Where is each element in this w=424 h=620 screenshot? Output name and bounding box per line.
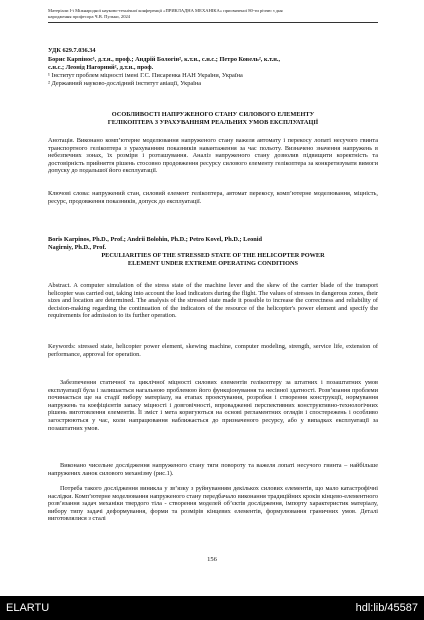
- conference-header: [48, 8, 378, 20]
- conference-header-line-1: Матеріали I-ї Міжнародної науково-технічної конференції «ПРИКЛАДНА МЕХАНІКА» присвяченої 80-ти річчю з дня: [48, 8, 283, 13]
- abstract-ua: Анотація. Виконано комп’ютерне моделювання напруженого стану важеля автомату і перекосу лопаті несучого гвинта транспортного гелікоптера з урахуванням показників навантаження за час польоту. Визначено значення напружень в небезпечних зонах, їх розміри і розташування. Аналіз напруженого стану дозволив підвищити коректність та достовірність прийняття рішень стосовно продовження ресурсу силового елементу гелікоптера за конкретизувати вимоги допуску до подальшої його експлуатації.: [48, 137, 378, 175]
- body-paragraph-3: Потреба такого дослідження виникла у зв’язку з руйнуванням декількох силових елементів, що мало катастрофічні наслідки. Комп’ютерне моделювання напруженого стану передбачало виконання традиційних кроків кінцево-елементного розв’язання задач механіки твердого тіла - створення моделей об’єктів дослідження, імпорту характеристик матеріалу, вибору типу задачі деформування, форми та розмірів кінцевих елементів, формулювання граничних умов. Деталі виготовлялися з сталі: [48, 485, 378, 523]
- title-ua-line-2: ГЕЛІКОПТЕРА З УРАХУВАННЯМ РЕАЛЬНИХ УМОВ ЕКСПЛУАТАЦІЇ: [107, 119, 319, 126]
- conference-header-line-2: народження професора Ч.В. Пульки, 2024: [48, 14, 131, 19]
- title-en-line-2: ELEMENT UNDER EXTREME OPERATING CONDITIONS: [127, 260, 299, 267]
- handle-identifier[interactable]: hdl:lib/45587: [355, 602, 418, 614]
- keywords-ua: Ключові слова: напружений стан, силовий елемент гелікоптера, автомат перекосу, комп’ютерне моделювання, міцність, ресурс, продовження показників, допуск до експлуатації.: [48, 190, 378, 205]
- body-paragraph-1: Забезпечення статичної та циклічної міцності силових елементів гелікоптеру за штатних і позаштатних умов експлуатації була і залишається нагальною проблемою його функціонування та несівної здатності. Розв’язання проблеми починається ще на стадії вибору матеріалу, на етапах проектування, розробки і створення конструкції, нормування напружень та коефіцієнтів запасу міцності і довговічності, впровадженні перспективних конструктивно-технологічних рішень виготовлення елементів. Її зміст і мета коригуються на основі регламентних оглядів і спостережень і особливо загострюються у час, коли напрацювання наближається до призначеного ресурсу, або у випадках експлуатації за позаштатних умов.: [48, 379, 378, 432]
- keywords-en: Keywords: stressed state, helicopter power element, skewing machine, computer modeling, strength, service life, extension of performance, approval for operation.: [48, 343, 378, 358]
- abstract-en: Abstract. A computer simulation of the stress state of the machine lever and the skew of the carrier blade of the transport helicopter was carried out, taking into account the load indicators during the flight. The values of stresses in dangerous zones, their sizes and location are determined. The analysis of the stressed state made it possible to increase the correctness and reliability of decision-making regarding the continuation of the indicators of the resource of the helicopter's power element and specify the requirements for admission to its further operation.: [48, 282, 378, 320]
- repository-name: ELARTU: [6, 602, 50, 614]
- affiliation-2: ² Державний науково-дослідний інститут авіації, Україна: [48, 80, 202, 87]
- udk-code: УДК 629.7.036.34: [48, 47, 96, 54]
- affiliation-1: ¹ Інститут проблем міцності імені Г.С. Писаренка НАН України, Україна: [48, 72, 243, 79]
- authors-en-line-1: Boris Karpinos, Ph.D., Prof.; Andrii Bolohin, Ph.D.; Petro Kovel, Ph.D.; Leonid: [48, 236, 263, 243]
- authors-en-line-2: Nagirniy, Ph.D., Prof.: [48, 244, 107, 251]
- authors-ua-line-2: с.н.с.; Леонід Нагорний², д.т.н., проф.: [48, 64, 154, 71]
- title-en-line-1: PECULIARITIES OF THE STRESSED STATE OF THE HELICOPTER POWER: [101, 252, 325, 259]
- header-divider: [48, 22, 378, 23]
- authors-ua-line-1: Борис Карпінос¹, д.т.н., проф.; Андрій Бологін², к.т.н., с.н.с.; Петро Ковель², к.т.н.,: [48, 56, 281, 63]
- body-paragraph-2: Виконано чисельне дослідження напруженого стану тяги повороту та важеля лопаті несучого гвинта – найбільше напружених ланок силового механізму (рис.1).: [48, 462, 378, 477]
- title-ua-line-1: ОСОБЛИВОСТІ НАПРУЖЕНОГО СТАНУ СИЛОВОГО ЕЛЕМЕНТУ: [111, 111, 315, 118]
- page-number: 156: [207, 556, 217, 563]
- repository-footer: [0, 596, 424, 620]
